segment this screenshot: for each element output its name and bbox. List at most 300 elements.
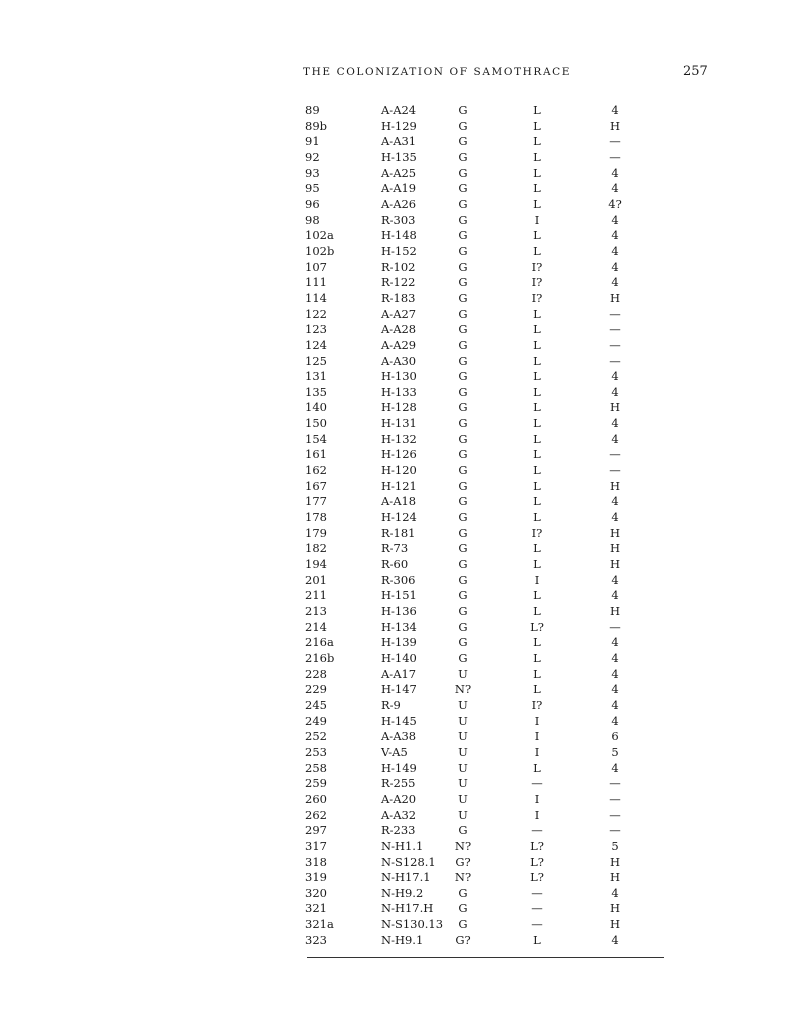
cell-col-5: — bbox=[609, 447, 621, 462]
table-row bbox=[305, 729, 665, 745]
cell-inventory-number: H-148 bbox=[381, 228, 417, 243]
cell-col-5: H bbox=[609, 525, 621, 540]
cell-col-5: 4 bbox=[611, 243, 619, 258]
cell-inventory-number: N-H17.1 bbox=[381, 870, 431, 885]
table-row bbox=[305, 150, 665, 166]
table-bottom-rule bbox=[307, 957, 664, 958]
cell-col-5: 5 bbox=[611, 838, 619, 853]
cell-col-3: N? bbox=[454, 682, 472, 697]
cell-col-3: G bbox=[458, 917, 468, 932]
cell-col-5: — bbox=[609, 823, 621, 838]
cell-catalogue-number: 125 bbox=[305, 353, 327, 368]
cell-catalogue-number: 318 bbox=[305, 854, 327, 869]
cell-col-4: L? bbox=[530, 870, 544, 885]
cell-inventory-number: N-H17.H bbox=[381, 901, 434, 916]
cell-inventory-number: A-A20 bbox=[381, 791, 417, 806]
cell-col-3: G bbox=[458, 885, 468, 900]
cell-inventory-number: N-H9.1 bbox=[381, 932, 424, 947]
cell-col-5: 4 bbox=[611, 697, 619, 712]
cell-col-5: 4 bbox=[611, 103, 619, 117]
cell-inventory-number: R-255 bbox=[381, 776, 416, 791]
cell-col-4: I bbox=[534, 807, 540, 822]
table-row bbox=[305, 886, 665, 902]
cell-col-4: L bbox=[533, 103, 541, 117]
cell-inventory-number: H-134 bbox=[381, 619, 417, 634]
table-row bbox=[305, 416, 665, 432]
cell-col-3: G bbox=[458, 290, 468, 305]
cell-catalogue-number: 259 bbox=[305, 776, 327, 791]
cell-col-5: 4 bbox=[611, 713, 619, 728]
cell-col-4: I bbox=[534, 791, 540, 806]
table-row bbox=[305, 667, 665, 683]
cell-col-4: L? bbox=[530, 619, 544, 634]
cell-col-3: U bbox=[458, 760, 468, 775]
cell-col-4: I? bbox=[531, 525, 543, 540]
cell-inventory-number: A-A18 bbox=[381, 494, 417, 509]
cell-inventory-number: A-A28 bbox=[381, 322, 417, 337]
cell-catalogue-number: 131 bbox=[305, 369, 327, 384]
table-row bbox=[305, 181, 665, 197]
cell-inventory-number: A-A26 bbox=[381, 196, 417, 211]
cell-catalogue-number: 211 bbox=[305, 588, 327, 603]
cell-inventory-number: H-140 bbox=[381, 650, 417, 665]
cell-col-4: I bbox=[534, 729, 540, 744]
cell-col-5: — bbox=[609, 306, 621, 321]
cell-inventory-number: R-233 bbox=[381, 823, 416, 838]
cell-catalogue-number: 135 bbox=[305, 384, 327, 399]
table-row bbox=[305, 901, 665, 917]
cell-col-5: 4 bbox=[611, 431, 619, 446]
cell-col-5: 4 bbox=[611, 494, 619, 509]
cell-col-4: L bbox=[533, 932, 541, 947]
cell-catalogue-number: 323 bbox=[305, 932, 327, 947]
cell-col-5: H bbox=[609, 604, 621, 618]
cell-col-3: G bbox=[458, 400, 468, 415]
cell-col-3: G bbox=[458, 619, 468, 634]
cell-col-5: 4 bbox=[611, 572, 619, 587]
table-row bbox=[305, 244, 665, 260]
table-row bbox=[305, 588, 665, 604]
cell-col-4: L bbox=[533, 682, 541, 697]
table-row bbox=[305, 103, 665, 119]
cell-col-4: L bbox=[533, 243, 541, 258]
cell-inventory-number: R-181 bbox=[381, 525, 416, 540]
page-number: 257 bbox=[683, 64, 708, 79]
table-row bbox=[305, 620, 665, 636]
table-row bbox=[305, 635, 665, 651]
cell-col-3: N? bbox=[454, 838, 472, 853]
cell-inventory-number: A-A19 bbox=[381, 181, 417, 196]
cell-col-4: L? bbox=[530, 838, 544, 853]
cell-col-5: 4 bbox=[611, 416, 619, 431]
cell-col-3: U bbox=[458, 666, 468, 681]
table-row bbox=[305, 698, 665, 714]
cell-col-4: — bbox=[531, 885, 543, 900]
cell-col-3: G bbox=[458, 823, 468, 838]
cell-col-3: G bbox=[458, 149, 468, 164]
table-row bbox=[305, 541, 665, 557]
cell-col-4: L bbox=[533, 431, 541, 446]
cell-col-4: — bbox=[531, 823, 543, 838]
table-row bbox=[305, 808, 665, 824]
cell-col-5: 4 bbox=[611, 165, 619, 180]
cell-col-4: L bbox=[533, 400, 541, 415]
cell-col-3: U bbox=[458, 729, 468, 744]
cell-col-3: G bbox=[458, 494, 468, 509]
running-title: THE COLONIZATION OF SAMOTHRACE bbox=[303, 66, 572, 78]
table-row bbox=[305, 776, 665, 792]
cell-col-4: — bbox=[531, 776, 543, 791]
cell-col-4: L bbox=[533, 416, 541, 431]
table-row bbox=[305, 213, 665, 229]
table-row bbox=[305, 275, 665, 291]
cell-col-5: — bbox=[609, 776, 621, 791]
cell-col-5: 4 bbox=[611, 369, 619, 384]
cell-col-5: 4 bbox=[611, 212, 619, 227]
cell-col-4: L bbox=[533, 369, 541, 384]
cell-inventory-number: R-73 bbox=[381, 541, 409, 556]
cell-catalogue-number: 123 bbox=[305, 322, 327, 337]
table-row bbox=[305, 745, 665, 761]
cell-col-3: G bbox=[458, 243, 468, 258]
cell-inventory-number: H-128 bbox=[381, 400, 417, 415]
cell-catalogue-number: 89b bbox=[305, 118, 327, 133]
cell-catalogue-number: 98 bbox=[305, 212, 320, 227]
cell-catalogue-number: 297 bbox=[305, 823, 327, 838]
cell-catalogue-number: 213 bbox=[305, 604, 327, 618]
cell-inventory-number: H-149 bbox=[381, 760, 417, 775]
table-row bbox=[305, 651, 665, 667]
cell-catalogue-number: 178 bbox=[305, 510, 327, 525]
cell-col-5: H bbox=[609, 541, 621, 556]
cell-col-5: — bbox=[609, 322, 621, 337]
table-row bbox=[305, 197, 665, 213]
cell-inventory-number: H-139 bbox=[381, 635, 417, 650]
cell-col-3: G bbox=[458, 228, 468, 243]
cell-col-3: G bbox=[458, 572, 468, 587]
cell-inventory-number: H-151 bbox=[381, 588, 417, 603]
cell-col-3: G bbox=[458, 604, 468, 618]
cell-col-3: N? bbox=[454, 870, 472, 885]
cell-col-4: L bbox=[533, 322, 541, 337]
cell-inventory-number: H-132 bbox=[381, 431, 417, 446]
cell-col-3: G bbox=[458, 134, 468, 149]
cell-inventory-number: N-S128.1 bbox=[381, 854, 436, 869]
cell-col-4: L bbox=[533, 650, 541, 665]
cell-col-4: — bbox=[531, 917, 543, 932]
cell-col-4: L bbox=[533, 463, 541, 478]
cell-inventory-number: H-152 bbox=[381, 243, 417, 258]
cell-catalogue-number: 111 bbox=[305, 275, 327, 290]
cell-catalogue-number: 321 bbox=[305, 901, 327, 916]
table-row bbox=[305, 369, 665, 385]
table-row bbox=[305, 307, 665, 323]
cell-inventory-number: R-306 bbox=[381, 572, 416, 587]
cell-inventory-number: H-135 bbox=[381, 149, 417, 164]
cell-col-3: G bbox=[458, 306, 468, 321]
cell-col-5: H bbox=[609, 290, 621, 305]
cell-col-3: U bbox=[458, 744, 468, 759]
cell-col-3: G bbox=[458, 588, 468, 603]
cell-inventory-number: H-130 bbox=[381, 369, 417, 384]
cell-inventory-number: H-145 bbox=[381, 713, 417, 728]
table-row bbox=[305, 510, 665, 526]
cell-catalogue-number: 252 bbox=[305, 729, 327, 744]
cell-catalogue-number: 321a bbox=[305, 917, 334, 932]
cell-catalogue-number: 150 bbox=[305, 416, 327, 431]
cell-catalogue-number: 154 bbox=[305, 431, 327, 446]
cell-catalogue-number: 214 bbox=[305, 619, 327, 634]
cell-catalogue-number: 161 bbox=[305, 447, 327, 462]
cell-col-4: I? bbox=[531, 275, 543, 290]
cell-col-3: U bbox=[458, 697, 468, 712]
cell-col-3: G bbox=[458, 478, 468, 493]
cell-col-3: G bbox=[458, 541, 468, 556]
cell-inventory-number: N-H1.1 bbox=[381, 838, 424, 853]
cell-col-5: H bbox=[609, 901, 621, 916]
cell-col-4: L bbox=[533, 666, 541, 681]
cell-col-3: G? bbox=[455, 932, 471, 947]
cell-col-4: L bbox=[533, 447, 541, 462]
cell-col-5: 4 bbox=[611, 635, 619, 650]
cell-col-3: G bbox=[458, 650, 468, 665]
cell-inventory-number: N-S130.13 bbox=[381, 917, 444, 932]
cell-col-4: L bbox=[533, 557, 541, 572]
cell-col-4: I bbox=[534, 713, 540, 728]
cell-col-5: 5 bbox=[611, 744, 619, 759]
cell-col-4: I? bbox=[531, 290, 543, 305]
cell-catalogue-number: 140 bbox=[305, 400, 327, 415]
cell-inventory-number: A-A27 bbox=[381, 306, 417, 321]
cell-catalogue-number: 167 bbox=[305, 478, 327, 493]
cell-inventory-number: A-A17 bbox=[381, 666, 417, 681]
cell-col-5: 4 bbox=[611, 181, 619, 196]
cell-col-4: L? bbox=[530, 854, 544, 869]
cell-inventory-number: A-A24 bbox=[381, 103, 417, 117]
cell-col-3: G bbox=[458, 525, 468, 540]
cell-col-5: H bbox=[609, 854, 621, 869]
table-row bbox=[305, 354, 665, 370]
cell-inventory-number: R-102 bbox=[381, 259, 416, 274]
table-row bbox=[305, 839, 665, 855]
cell-col-3: G bbox=[458, 635, 468, 650]
cell-catalogue-number: 216a bbox=[305, 635, 334, 650]
cell-catalogue-number: 177 bbox=[305, 494, 327, 509]
cell-catalogue-number: 122 bbox=[305, 306, 327, 321]
cell-catalogue-number: 258 bbox=[305, 760, 327, 775]
cell-col-4: I bbox=[534, 744, 540, 759]
cell-catalogue-number: 229 bbox=[305, 682, 327, 697]
cell-inventory-number: R-122 bbox=[381, 275, 416, 290]
cell-col-3: U bbox=[458, 776, 468, 791]
cell-col-5: 4 bbox=[611, 650, 619, 665]
table-row bbox=[305, 338, 665, 354]
cell-inventory-number: A-A32 bbox=[381, 807, 417, 822]
cell-inventory-number: H-129 bbox=[381, 118, 417, 133]
cell-inventory-number: V-A5 bbox=[381, 744, 408, 759]
cell-inventory-number: A-A38 bbox=[381, 729, 417, 744]
cell-col-5: H bbox=[609, 870, 621, 885]
cell-col-5: — bbox=[609, 353, 621, 368]
cell-inventory-number: H-126 bbox=[381, 447, 417, 462]
cell-col-3: G bbox=[458, 275, 468, 290]
table-row bbox=[305, 400, 665, 416]
cell-col-4: I bbox=[534, 212, 540, 227]
cell-col-5: 6 bbox=[611, 729, 619, 744]
table-row bbox=[305, 855, 665, 871]
table-row bbox=[305, 260, 665, 276]
cell-inventory-number: H-147 bbox=[381, 682, 417, 697]
table-row bbox=[305, 604, 665, 620]
cell-col-3: G bbox=[458, 165, 468, 180]
cell-col-5: H bbox=[609, 478, 621, 493]
table-row bbox=[305, 761, 665, 777]
cell-catalogue-number: 320 bbox=[305, 885, 327, 900]
cell-col-4: L bbox=[533, 306, 541, 321]
cell-col-4: L bbox=[533, 635, 541, 650]
cell-catalogue-number: 194 bbox=[305, 557, 327, 572]
cell-col-5: 4 bbox=[611, 760, 619, 775]
cell-col-3: G bbox=[458, 103, 468, 117]
table-row bbox=[305, 494, 665, 510]
cell-col-4: L bbox=[533, 353, 541, 368]
cell-col-5: 4 bbox=[611, 259, 619, 274]
cell-inventory-number: R-60 bbox=[381, 557, 409, 572]
cell-col-4: L bbox=[533, 478, 541, 493]
table-row bbox=[305, 823, 665, 839]
cell-col-4: — bbox=[531, 901, 543, 916]
cell-catalogue-number: 92 bbox=[305, 149, 320, 164]
cell-col-3: G bbox=[458, 384, 468, 399]
cell-catalogue-number: 260 bbox=[305, 791, 327, 806]
cell-col-5: — bbox=[609, 807, 621, 822]
cell-col-3: G bbox=[458, 416, 468, 431]
cell-catalogue-number: 89 bbox=[305, 103, 320, 117]
table-row bbox=[305, 557, 665, 573]
cell-col-3: G bbox=[458, 510, 468, 525]
cell-col-5: — bbox=[609, 463, 621, 478]
cell-col-5: 4 bbox=[611, 275, 619, 290]
cell-catalogue-number: 95 bbox=[305, 181, 320, 196]
cell-col-4: I bbox=[534, 572, 540, 587]
table-row bbox=[305, 682, 665, 698]
cell-col-5: — bbox=[609, 149, 621, 164]
cell-catalogue-number: 253 bbox=[305, 744, 327, 759]
table-row bbox=[305, 479, 665, 495]
cell-col-5: — bbox=[609, 134, 621, 149]
table-row bbox=[305, 463, 665, 479]
cell-col-4: L bbox=[533, 494, 541, 509]
cell-col-4: L bbox=[533, 588, 541, 603]
cell-col-4: L bbox=[533, 510, 541, 525]
table-row bbox=[305, 526, 665, 542]
cell-catalogue-number: 216b bbox=[305, 650, 335, 665]
cell-col-3: G bbox=[458, 337, 468, 352]
cell-col-3: U bbox=[458, 791, 468, 806]
cell-col-4: L bbox=[533, 134, 541, 149]
cell-col-5: 4 bbox=[611, 666, 619, 681]
cell-col-5: — bbox=[609, 791, 621, 806]
cell-col-5: H bbox=[609, 557, 621, 572]
table-row bbox=[305, 792, 665, 808]
cell-col-5: 4 bbox=[611, 228, 619, 243]
cell-col-3: G bbox=[458, 259, 468, 274]
cell-col-4: L bbox=[533, 228, 541, 243]
table-row bbox=[305, 933, 665, 949]
cell-catalogue-number: 102a bbox=[305, 228, 334, 243]
cell-col-5: 4 bbox=[611, 932, 619, 947]
table-row bbox=[305, 119, 665, 135]
data-table bbox=[305, 103, 665, 948]
cell-col-5: 4 bbox=[611, 682, 619, 697]
cell-col-4: L bbox=[533, 384, 541, 399]
cell-catalogue-number: 317 bbox=[305, 838, 327, 853]
cell-col-4: I? bbox=[531, 259, 543, 274]
cell-col-5: — bbox=[609, 337, 621, 352]
cell-col-3: G bbox=[458, 196, 468, 211]
table-row bbox=[305, 166, 665, 182]
cell-col-3: G bbox=[458, 557, 468, 572]
cell-inventory-number: A-A25 bbox=[381, 165, 417, 180]
cell-catalogue-number: 262 bbox=[305, 807, 327, 822]
cell-col-4: L bbox=[533, 181, 541, 196]
cell-catalogue-number: 93 bbox=[305, 165, 320, 180]
cell-inventory-number: H-121 bbox=[381, 478, 417, 493]
cell-col-3: G bbox=[458, 353, 468, 368]
cell-col-3: G bbox=[458, 447, 468, 462]
cell-inventory-number: H-136 bbox=[381, 604, 417, 618]
cell-catalogue-number: 96 bbox=[305, 196, 320, 211]
cell-col-3: G bbox=[458, 901, 468, 916]
cell-col-3: U bbox=[458, 713, 468, 728]
cell-col-5: 4 bbox=[611, 588, 619, 603]
cell-col-5: — bbox=[609, 619, 621, 634]
cell-inventory-number: H-133 bbox=[381, 384, 417, 399]
cell-catalogue-number: 179 bbox=[305, 525, 327, 540]
table-row bbox=[305, 573, 665, 589]
cell-col-4: L bbox=[533, 196, 541, 211]
cell-catalogue-number: 102b bbox=[305, 243, 335, 258]
cell-col-5: 4 bbox=[611, 885, 619, 900]
cell-catalogue-number: 107 bbox=[305, 259, 327, 274]
table-row bbox=[305, 714, 665, 730]
cell-inventory-number: H-124 bbox=[381, 510, 417, 525]
table-row bbox=[305, 291, 665, 307]
cell-col-4: L bbox=[533, 337, 541, 352]
cell-inventory-number: R-303 bbox=[381, 212, 416, 227]
cell-col-4: L bbox=[533, 604, 541, 618]
cell-catalogue-number: 228 bbox=[305, 666, 327, 681]
cell-col-3: G bbox=[458, 181, 468, 196]
cell-catalogue-number: 162 bbox=[305, 463, 327, 478]
cell-col-3: G bbox=[458, 118, 468, 133]
cell-col-5: 4 bbox=[611, 510, 619, 525]
cell-inventory-number: N-H9.2 bbox=[381, 885, 424, 900]
cell-col-4: I? bbox=[531, 697, 543, 712]
cell-col-3: G? bbox=[455, 854, 471, 869]
cell-col-5: H bbox=[609, 118, 621, 133]
cell-col-4: L bbox=[533, 165, 541, 180]
cell-catalogue-number: 182 bbox=[305, 541, 327, 556]
cell-col-5: H bbox=[609, 400, 621, 415]
table-row bbox=[305, 447, 665, 463]
table-row bbox=[305, 134, 665, 150]
table-row bbox=[305, 870, 665, 886]
cell-col-3: G bbox=[458, 322, 468, 337]
cell-catalogue-number: 249 bbox=[305, 713, 327, 728]
cell-col-5: 4? bbox=[608, 196, 622, 211]
table-row bbox=[305, 432, 665, 448]
